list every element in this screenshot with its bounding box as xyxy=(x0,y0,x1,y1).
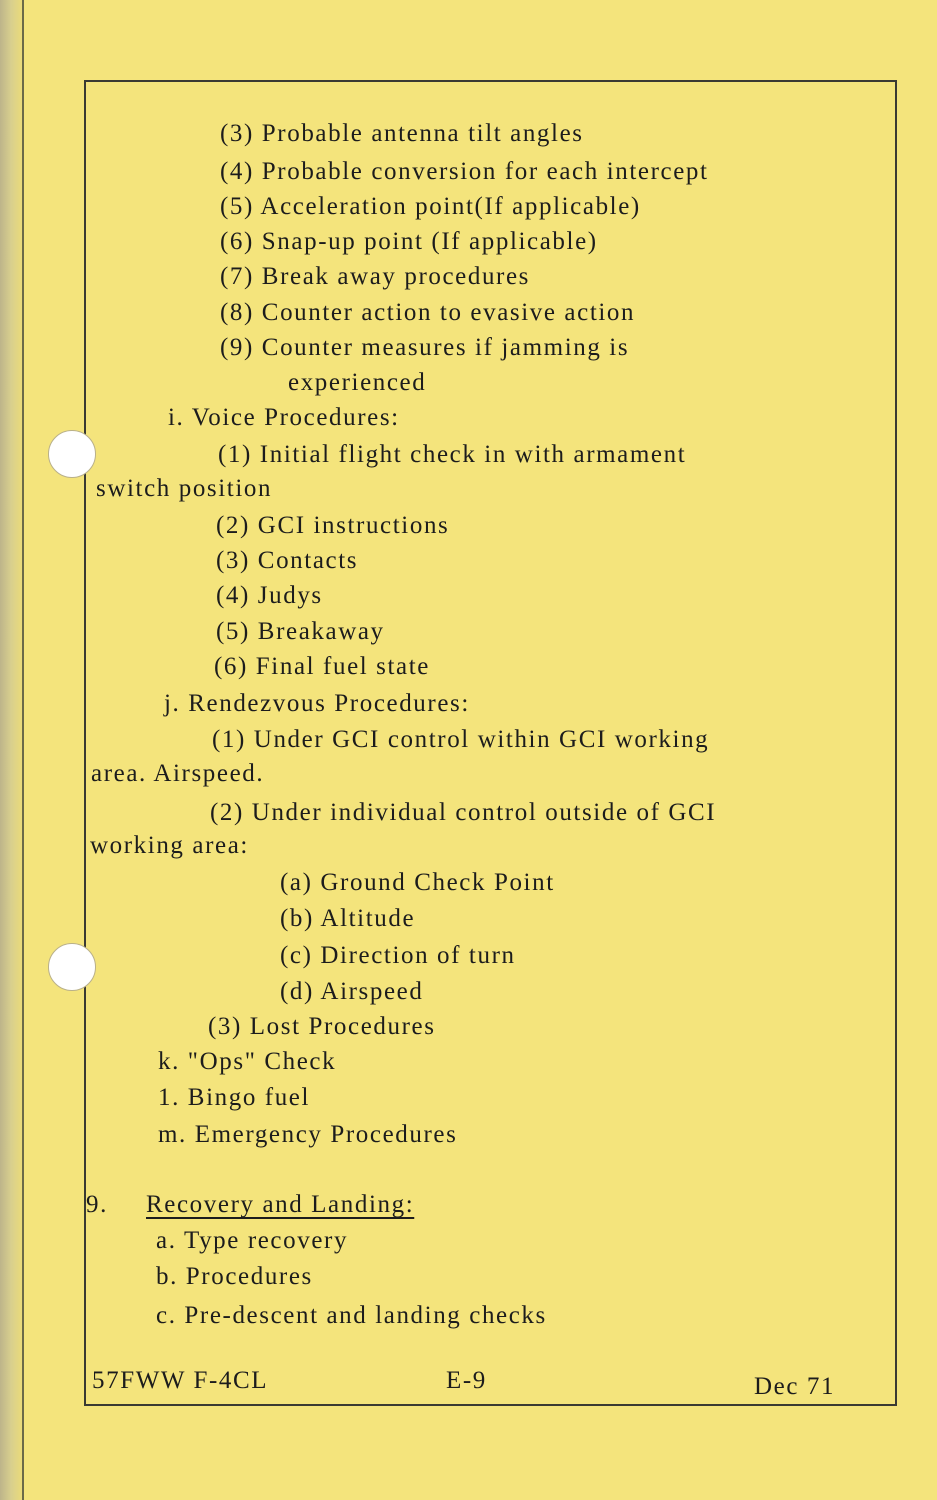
section-heading-k: k. "Ops" Check xyxy=(158,1048,337,1075)
section-heading-i: i. Voice Procedures: xyxy=(168,404,400,431)
outline-item: (3) Probable antenna tilt angles xyxy=(220,120,584,147)
punch-hole-bottom xyxy=(48,943,96,991)
sub-item: (d) Airspeed xyxy=(280,978,424,1005)
outline-item: b. Procedures xyxy=(156,1263,313,1290)
outline-item: (1) Initial flight check in with armament xyxy=(218,441,687,468)
outline-item: (3) Lost Procedures xyxy=(208,1013,436,1040)
outline-item: (9) Counter measures if jamming is xyxy=(220,334,630,361)
sub-item: (b) Altitude xyxy=(280,905,416,932)
outline-item-continuation: experienced xyxy=(288,369,427,396)
section-number: 9. xyxy=(86,1191,108,1218)
outline-item-continuation: working area: xyxy=(90,832,249,859)
outline-item-continuation: switch position xyxy=(96,475,273,502)
outline-item: a. Type recovery xyxy=(156,1227,349,1254)
footer-form-id: 57FWW F-4CL xyxy=(92,1367,269,1394)
outline-item: (6) Snap-up point (If applicable) xyxy=(220,228,598,255)
outline-item: (4) Judys xyxy=(216,582,323,609)
outline-item: (4) Probable conversion for each intercept xyxy=(220,158,709,185)
outline-item: (2) Under individual control outside of GCI xyxy=(210,799,717,826)
punch-hole-top xyxy=(48,430,96,478)
outline-item: c. Pre-descent and landing checks xyxy=(156,1302,547,1329)
binder-edge-line xyxy=(22,0,24,1500)
outline-item: (3) Contacts xyxy=(216,547,359,574)
footer-page-number: E-9 xyxy=(446,1367,487,1394)
outline-item: (5) Breakaway xyxy=(216,618,385,645)
section-heading-j: j. Rendezvous Procedures: xyxy=(164,690,470,717)
binder-edge xyxy=(0,0,22,1500)
outline-item: (2) GCI instructions xyxy=(216,512,450,539)
outline-item: (8) Counter action to evasive action xyxy=(220,299,636,326)
outline-item: (5) Acceleration point(If applicable) xyxy=(220,193,641,220)
outline-item: (6) Final fuel state xyxy=(214,653,430,680)
section-title: Recovery and Landing: xyxy=(146,1191,415,1218)
outline-item: (7) Break away procedures xyxy=(220,263,531,290)
outline-item-continuation: area. Airspeed. xyxy=(91,760,265,787)
section-heading-m: m. Emergency Procedures xyxy=(158,1121,458,1148)
footer-date: Dec 71 xyxy=(754,1373,836,1400)
sub-item: (c) Direction of turn xyxy=(280,942,516,969)
sub-item: (a) Ground Check Point xyxy=(280,869,555,896)
section-heading-l: 1. Bingo fuel xyxy=(158,1084,311,1111)
outline-item: (1) Under GCI control within GCI working xyxy=(212,726,710,753)
